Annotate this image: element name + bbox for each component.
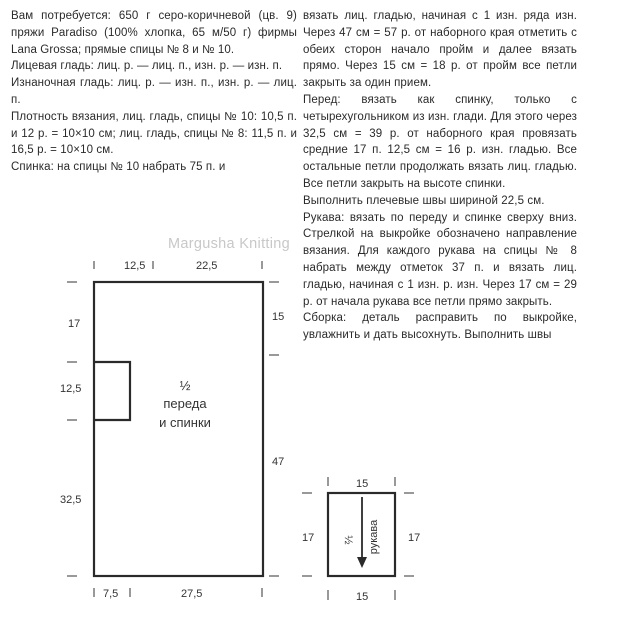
dim-left-upper: 17 <box>68 318 81 330</box>
back-paragraph-continued: вязать лиц. гладью, начиная с 1 изн. ряда изн. Через 47 см = 57 р. от наборного края отметить с обеих сторон начало пройм и далее вязать прямо. Через 15 см = 18 р. от пройм все петли закрыть за один прием. <box>303 10 577 90</box>
sleeve-ticks <box>302 477 414 600</box>
dim-top-right: 22,5 <box>196 260 218 272</box>
stockinette-paragraph: Лицевая гладь: лиц. р. — лиц. п., изн. р. — изн. п. <box>11 60 283 73</box>
assembly-paragraph: Сборка: деталь расправить по выкройке, увлажнить и дать высохнуть. Выполнить швы <box>303 312 577 342</box>
dim-right-upper: 15 <box>272 311 285 323</box>
body-label-half: ½ <box>179 378 191 393</box>
sleeve-label-half: ½ <box>342 535 354 545</box>
dim-bottom-right: 27,5 <box>181 588 203 600</box>
dim-right-lower: 47 <box>272 456 285 468</box>
sleeves-paragraph: Рукава: вязать по переду и спинке сверху вниз. Стрелкой на выкройке обозначено направление вязания. Для каждого рукава на спицы № 8 набрать между отметок 37 п. и вязать лиц. гладью, начиная с 1 изн. р. изн. Через 17 см = 29 р. от начала рукава все петли прямо закрыть. <box>303 211 577 308</box>
dim-left-middle: 12,5 <box>60 383 82 395</box>
body-label-front: переда <box>163 396 207 411</box>
materials-paragraph: Вам потребуется: 650 г серо-коричневой (цв. 9) пряжи Paradiso (100% хлопка, 65 м/50 г) фирмы Lana Grossa; прямые спицы № 8 и № 10. <box>11 10 297 56</box>
knitting-direction-arrow-icon <box>357 497 367 568</box>
dim-left-lower: 32,5 <box>60 494 82 506</box>
watermark-text: Margusha Knitting <box>168 236 290 252</box>
sleeve-dim-top: 15 <box>356 478 369 490</box>
body-label-and-back: и спинки <box>159 415 211 430</box>
front-paragraph: Перед: вязать как спинку, только с четырехугольником из изн. глади. Для этого через 32,5 см = 39 р. от наборного края провязать средние 17 п. 12,5 см = 16 р. изн. гладью. Все остальные петли продолжать вязать лиц. гладью. Все петли закрыть на высоте спинки. <box>303 93 577 190</box>
purl-square <box>94 362 130 420</box>
shoulder-seams-paragraph: Выполнить плечевые швы шириной 22,5 см. <box>303 194 545 207</box>
sleeve-dim-bottom: 15 <box>356 591 369 603</box>
gauge-paragraph: Плотность вязания, лиц. гладь, спицы № 10: 10,5 п. и 12 р. = 10×10 см; лиц. гладь, спицы № 8: 11,5 п. и 16,5 р. = 10×10 см. <box>11 110 297 157</box>
sleeve-label-sleeve: рукава <box>368 519 380 555</box>
dim-top-left: 12,5 <box>124 260 146 272</box>
reverse-stockinette-paragraph: Изнаночная гладь: лиц. р. — изн. п., изн. р. — лиц. п. <box>11 77 297 106</box>
dim-bottom-left: 7,5 <box>103 588 119 600</box>
sleeve-dim-right: 17 <box>408 532 421 544</box>
back-paragraph-start: Спинка: на спицы № 10 набрать 75 п. и <box>11 161 226 174</box>
sleeve-dim-left: 17 <box>302 532 315 544</box>
